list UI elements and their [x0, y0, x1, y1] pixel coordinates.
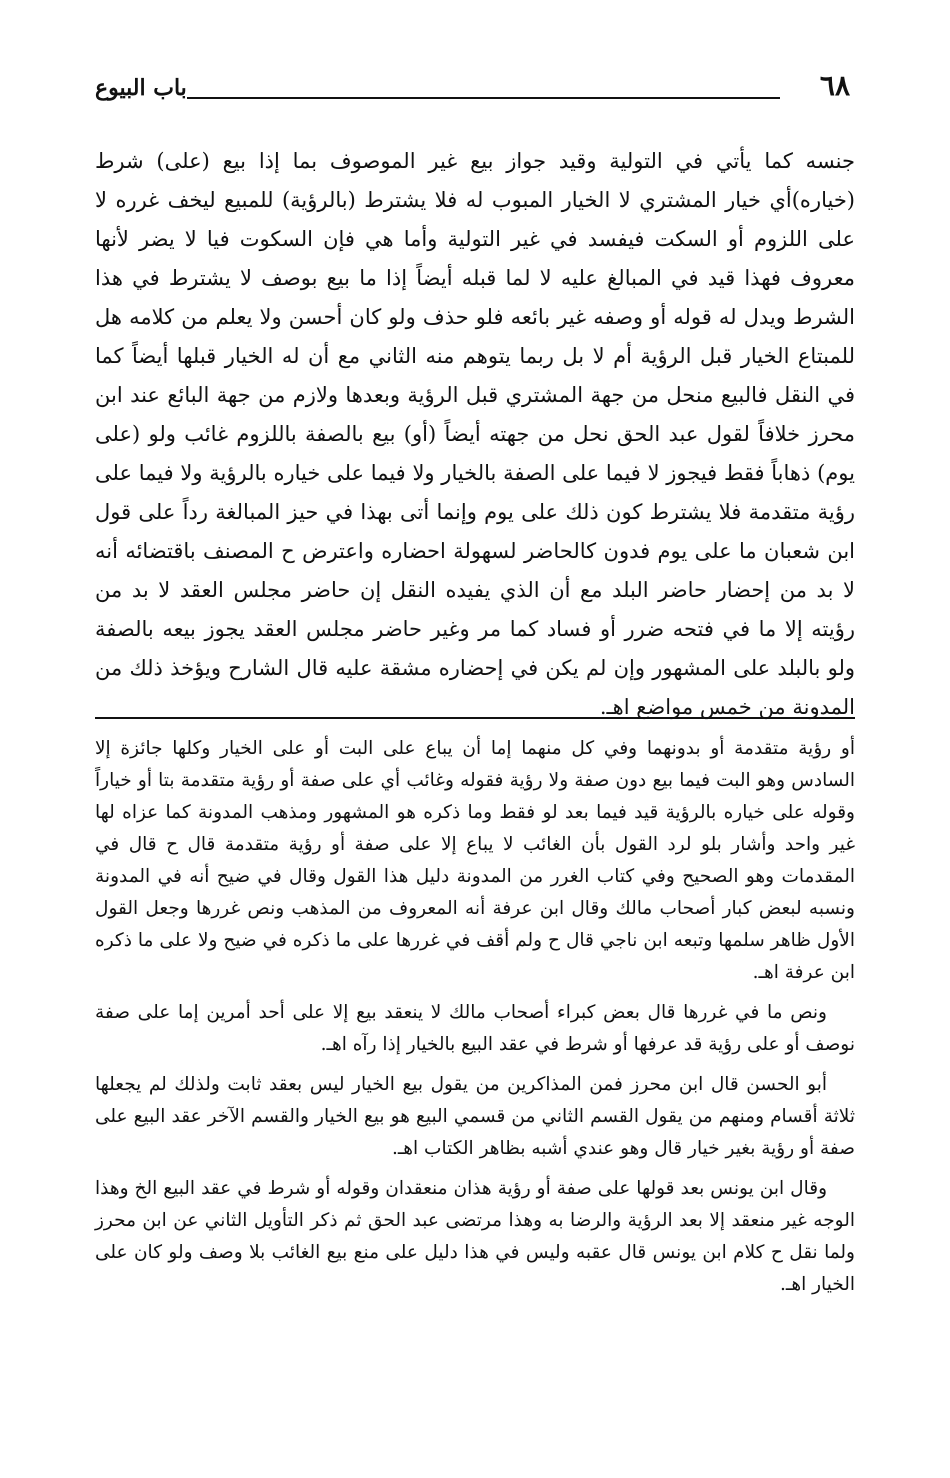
main-text: [95, 142, 855, 727]
header-rule: [187, 97, 780, 99]
note-paragraph-4: وقال ابن يونس بعد قولها على صفة أو رؤية هذان منعقدان وقوله أو شرط في عقد البيع الخ وهذا الوجه غير منعقد إلا بعد الرؤية والرضا به وهذا مرتضى عبد الحق ثم ذكر التأويل الثاني عن ابن محرز ولما نقل ح كلام ابن يونس قال عقبه وليس في هذا دليل على منع بيع الغائب بلا وصف ولو كان على الخيار اهـ.: [95, 1178, 855, 1295]
note-paragraph-3: أبو الحسن قال ابن محرز فمن المذاكرين من يقول بيع الخيار ليس بعقد ثابت ولذلك لم يجعلها ثلاثة أقسام ومنهم من يقول القسم الثاني من قسمي البيع هو بيع الخيار والقسم الآخر عقد البيع على صفة أو رؤية بغير خيار قال وهو عندي أشبه بظاهر الكتاب اهـ.: [95, 1074, 855, 1159]
page-header: [95, 66, 850, 110]
commentary-notes: [95, 733, 855, 1309]
note-paragraph-1: أو رؤية متقدمة أو بدونهما وفي كل منهما إما أن يباع على البت أو على الخيار وكلها جائزة إلا السادس وهو البت فيما بيع دون صفة ولا رؤية فقوله وغائب أي على صفة أو رؤية متقدمة بتا أو خياراً وقوله على خياره بالرؤية قيد فيما بعد لو فقط وما ذكره هو المشهور ومذهب المدونة كما عزاه لها غير واحد وأشار بلو لرد القول بأن الغائب لا يباع إلا على صفة أو رؤية متقدمة قال ح قال في المقدمات وهو الصحيح وفي كتاب الغرر من المدونة دليل هذا القول وقال في ضيح أنه في المدونة ونسبه لبعض كبار أصحاب مالك وقال ابن عرفة أنه المعروف من المذهب ونص غررها وجعل القول الأول ظاهر سلمها وتبعه ابن ناجي قال ح ولم أقف في غررها على ما ذكره في ضيح ولا على ما ذكره ابن عرفة اهـ.: [95, 738, 855, 983]
page-number: ٦٨: [819, 69, 850, 102]
footnote-separator: [95, 717, 855, 719]
running-title: باب البيوع: [95, 75, 187, 101]
main-paragraph: جنسه كما يأتي في التولية وقيد جواز بيع غير الموصوف بما إذا بيع (على) شرط (خياره)أي خيار المشتري لا الخيار المبوب له فلا يشترط (بالرؤية) للمبيع ليخف غرره لا على اللزوم أو السكت فيفسد في غير التولية وأما هي فإن السكوت فيا لا يضر لأنها معروف فهذا قيد في المبالغ عليه لا لما قبله أيضاً إذا ما بيع بوصف لا يشترط في هذا الشرط ويدل له قوله أو وصفه غير بائعه فلو حذف ولو كان أحسن ولا يعلم من كلامه هل للمبتاع الخيار قبل الرؤية أم لا بل ربما يتوهم منه الثاني مع أن له الخيار قبلها أيضاً كما في النقل فالبيع منحل من جهة المشتري قبل الرؤية وبعدها ولازم من جهة البائع عند ابن محرز خلافاً لقول عبد الحق نحل من جهته أيضاً (أو) بيع بالصفة باللزوم غائب ولو (على يوم) ذهاباً فقط فيجوز لا فيما على الصفة بالخيار ولا فيما على خياره بالرؤية ولا فيما على رؤية متقدمة فلا يشترط كون ذلك على يوم وإنما أتى بهذا في حيز المبالغة رداً على قول ابن شعبان ما على يوم فدون كالحاضر لسهولة احضاره واعترض ح المصنف باقتضائه أنه لا بد من إحضار حاضر البلد مع أن الذي يفيده النقل إن حاضر مجلس العقد لا بد من رؤيته إلا ما في فتحه ضرر أو فساد كما مر وغير حاضر مجلس العقد يجوز بيعه بالصفة ولو بالبلد على المشهور وإن لم يكن في إحضاره مشقة عليه قال الشارح ويؤخذ ذلك من المدونة من خمس مواضع اهـ.: [95, 149, 855, 719]
note-paragraph-2: ونص ما في غررها قال بعض كبراء أصحاب مالك لا ينعقد بيع إلا على أحد أمرين إما على صفة نوصف أو على رؤية قد عرفها أو شرط في عقد البيع بالخيار إذا رآه اهـ.: [95, 1002, 855, 1055]
